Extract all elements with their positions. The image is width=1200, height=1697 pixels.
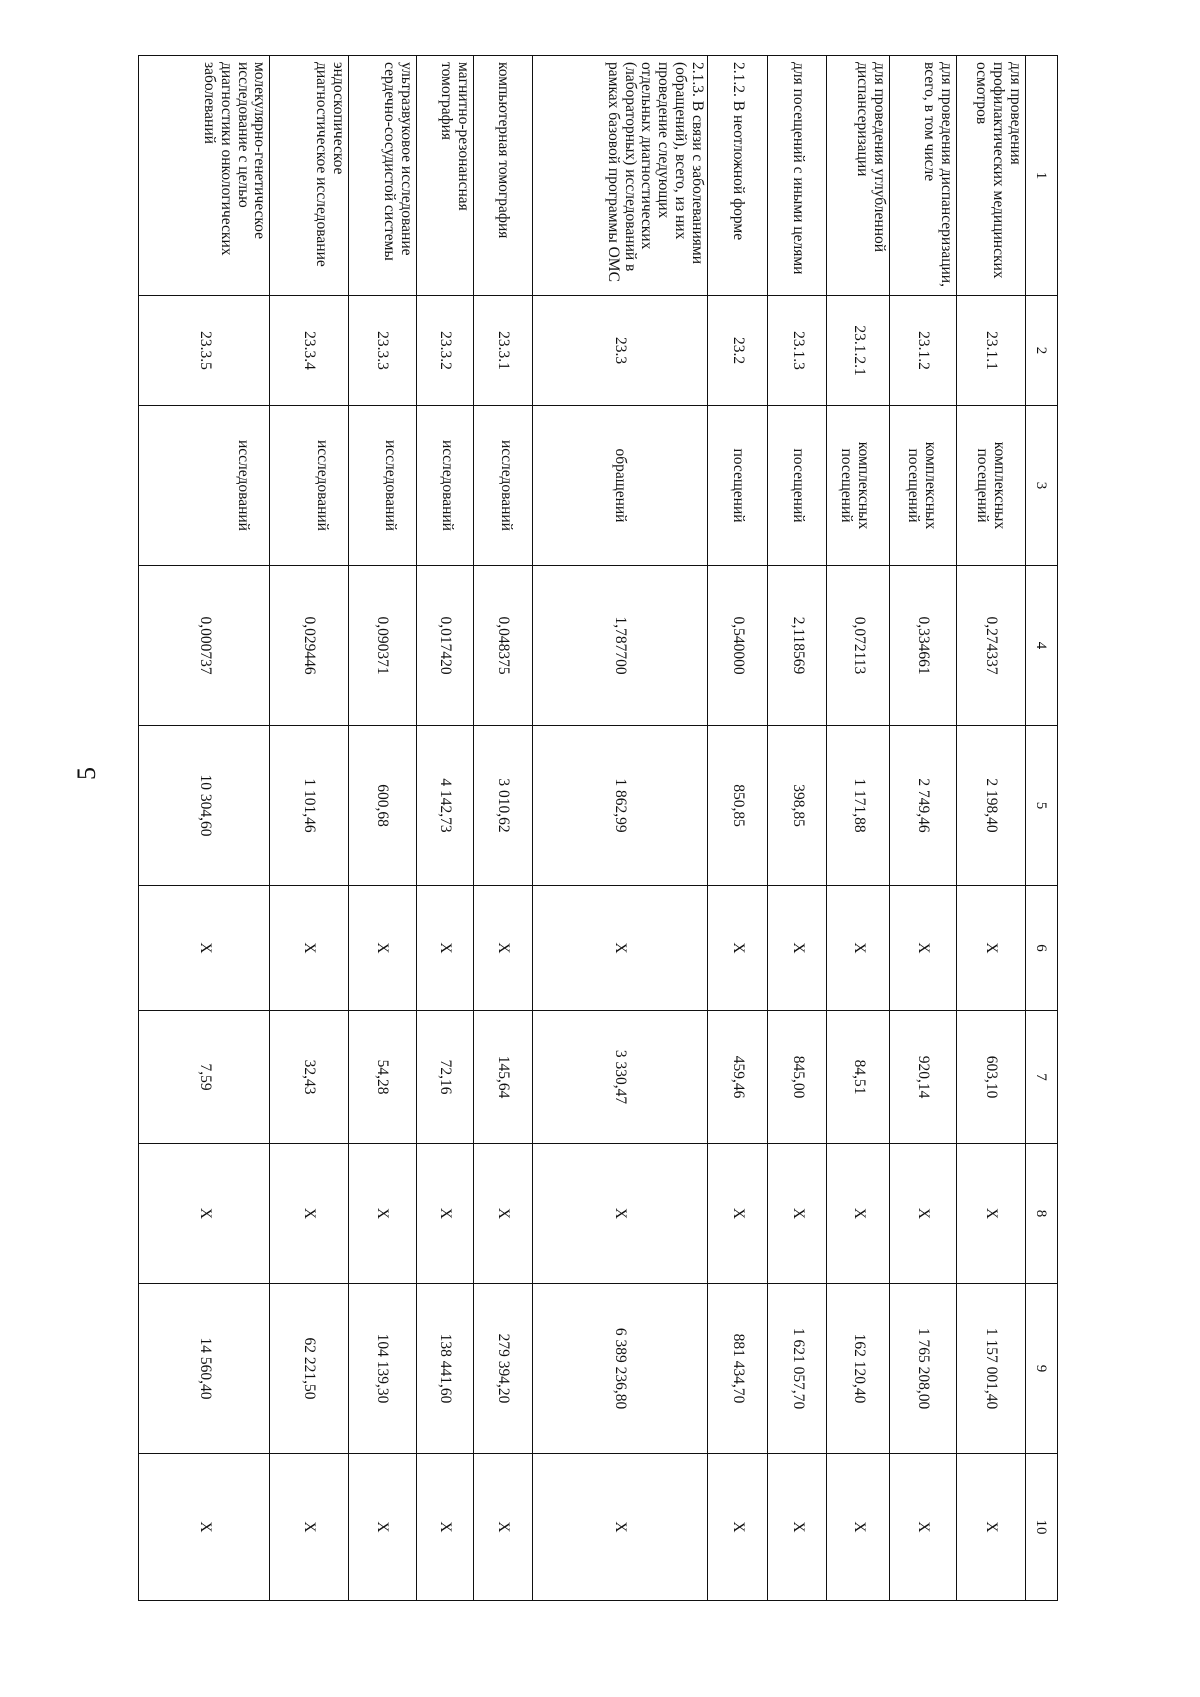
row-name-cell: для проведения профилактических медицинских осмотров: [956, 56, 1025, 296]
value-cell: Х: [768, 1144, 827, 1284]
value-cell: Х: [768, 886, 827, 1011]
row-unit-cell: обращений: [533, 406, 707, 566]
row-code-cell: 23.1.3: [768, 296, 827, 406]
row-code-cell: 23.3.2: [416, 296, 473, 406]
value-cell: 0,072113: [827, 566, 890, 726]
column-header: 9: [1025, 1284, 1057, 1454]
value-cell: 845,00: [768, 1011, 827, 1144]
value-cell: 1,787700: [533, 566, 707, 726]
value-cell: 2 198,40: [956, 726, 1025, 886]
value-cell: Х: [707, 1454, 768, 1601]
row-unit-cell: исследований: [139, 406, 271, 566]
value-cell: 920,14: [890, 1011, 957, 1144]
row-code-cell: 23.3: [533, 296, 707, 406]
value-cell: 3 010,62: [473, 726, 532, 886]
value-cell: 1 862,99: [533, 726, 707, 886]
value-cell: 104 139,30: [348, 1284, 416, 1454]
row-unit-cell: посещений: [707, 406, 768, 566]
table-row: [827, 56, 890, 1601]
table-header-row: [1025, 56, 1057, 1601]
value-cell: Х: [473, 1454, 532, 1601]
column-header: 6: [1025, 886, 1057, 1011]
column-header: 5: [1025, 726, 1057, 886]
value-cell: 1 171,88: [827, 726, 890, 886]
value-cell: 0,540000: [707, 566, 768, 726]
value-cell: 14 560,40: [139, 1284, 271, 1454]
row-unit-cell: исследований: [473, 406, 532, 566]
value-cell: 84,51: [827, 1011, 890, 1144]
table-body: [139, 56, 1058, 1601]
value-cell: 0,000737: [139, 566, 271, 726]
value-cell: 62 221,50: [270, 1284, 348, 1454]
table-row: [956, 56, 1025, 1601]
value-cell: 162 120,40: [827, 1284, 890, 1454]
row-code-cell: 23.3.3: [348, 296, 416, 406]
table-row: [348, 56, 416, 1601]
column-header: 7: [1025, 1011, 1057, 1144]
value-cell: 138 441,60: [416, 1284, 473, 1454]
page-number: 5: [72, 767, 101, 780]
value-cell: Х: [416, 1144, 473, 1284]
rotated-table-wrapper: [138, 55, 1058, 1600]
row-name-cell: для проведения диспансеризации, всего, в том числе: [890, 56, 957, 296]
column-header: 4: [1025, 566, 1057, 726]
value-cell: Х: [827, 1454, 890, 1601]
value-cell: Х: [270, 1144, 348, 1284]
value-cell: Х: [707, 1144, 768, 1284]
value-cell: 145,64: [473, 1011, 532, 1144]
value-cell: Х: [348, 886, 416, 1011]
table-row: [270, 56, 348, 1601]
table-row: [139, 56, 271, 1601]
row-name-cell: для проведения углубленной диспансеризации: [827, 56, 890, 296]
value-cell: Х: [139, 886, 271, 1011]
value-cell: 1 621 057,70: [768, 1284, 827, 1454]
value-cell: 600,68: [348, 726, 416, 886]
row-name-cell: ультразвуковое исследование сердечно-сосудистой системы: [348, 56, 416, 296]
table-row: [473, 56, 532, 1601]
value-cell: 0,090371: [348, 566, 416, 726]
value-cell: Х: [890, 1144, 957, 1284]
column-header: 1: [1025, 56, 1057, 296]
row-code-cell: 23.3.1: [473, 296, 532, 406]
row-name-cell: 2.1.2. В неотложной форме: [707, 56, 768, 296]
value-cell: Х: [139, 1144, 271, 1284]
row-code-cell: 23.3.5: [139, 296, 271, 406]
value-cell: Х: [707, 886, 768, 1011]
value-cell: 459,46: [707, 1011, 768, 1144]
column-header: 8: [1025, 1144, 1057, 1284]
value-cell: 7,59: [139, 1011, 271, 1144]
value-cell: 1 101,46: [270, 726, 348, 886]
value-cell: 6 389 236,80: [533, 1284, 707, 1454]
value-cell: 0,048375: [473, 566, 532, 726]
table-row: [707, 56, 768, 1601]
value-cell: Х: [270, 1454, 348, 1601]
column-header: 2: [1025, 296, 1057, 406]
value-cell: Х: [139, 1454, 271, 1601]
value-cell: 0,274337: [956, 566, 1025, 726]
table-row: [768, 56, 827, 1601]
value-cell: Х: [533, 1454, 707, 1601]
value-cell: 10 304,60: [139, 726, 271, 886]
value-cell: 881 434,70: [707, 1284, 768, 1454]
column-header: 10: [1025, 1454, 1057, 1601]
value-cell: 72,16: [416, 1011, 473, 1144]
value-cell: Х: [533, 1144, 707, 1284]
value-cell: Х: [533, 886, 707, 1011]
value-cell: 603,10: [956, 1011, 1025, 1144]
value-cell: 0,029446: [270, 566, 348, 726]
value-cell: Х: [270, 886, 348, 1011]
row-code-cell: 23.2: [707, 296, 768, 406]
value-cell: 0,017420: [416, 566, 473, 726]
table-row: [416, 56, 473, 1601]
row-code-cell: 23.1.1: [956, 296, 1025, 406]
row-name-cell: магнитно-резонансная томография: [416, 56, 473, 296]
row-name-cell: для посещений с иными целями: [768, 56, 827, 296]
row-unit-cell: исследований: [416, 406, 473, 566]
value-cell: Х: [956, 1454, 1025, 1601]
value-cell: Х: [416, 1454, 473, 1601]
row-name-cell: компьютерная томография: [473, 56, 532, 296]
row-name-cell: молекулярно-генетическое исследование с целью диагностики онкологических заболеваний: [139, 56, 271, 296]
row-unit-cell: комплексных посещений: [890, 406, 957, 566]
row-code-cell: 23.3.4: [270, 296, 348, 406]
row-unit-cell: комплексных посещений: [827, 406, 890, 566]
row-name-cell: 2.1.3. В связи с заболеваниями (обращений), всего, из них проведение следующих отдельных диагностических (лабораторных) исследований в рамках базовой программы ОМС: [533, 56, 707, 296]
row-code-cell: 23.1.2: [890, 296, 957, 406]
value-cell: 32,43: [270, 1011, 348, 1144]
value-cell: 0,334661: [890, 566, 957, 726]
value-cell: 1 765 208,00: [890, 1284, 957, 1454]
row-unit-cell: комплексных посещений: [956, 406, 1025, 566]
table-row: [890, 56, 957, 1601]
row-code-cell: 23.1.2.1: [827, 296, 890, 406]
row-unit-cell: исследований: [348, 406, 416, 566]
table-row: [533, 56, 707, 1601]
value-cell: Х: [416, 886, 473, 1011]
column-header: 3: [1025, 406, 1057, 566]
value-cell: 279 394,20: [473, 1284, 532, 1454]
value-cell: Х: [827, 886, 890, 1011]
value-cell: 1 157 001,40: [956, 1284, 1025, 1454]
value-cell: Х: [348, 1144, 416, 1284]
value-cell: Х: [890, 886, 957, 1011]
row-name-cell: эндоскопическое диагностическое исследование: [270, 56, 348, 296]
value-cell: Х: [473, 1144, 532, 1284]
value-cell: Х: [827, 1144, 890, 1284]
value-cell: Х: [348, 1454, 416, 1601]
row-unit-cell: посещений: [768, 406, 827, 566]
value-cell: 2 749,46: [890, 726, 957, 886]
value-cell: Х: [890, 1454, 957, 1601]
value-cell: Х: [473, 886, 532, 1011]
value-cell: Х: [768, 1454, 827, 1601]
value-cell: 398,85: [768, 726, 827, 886]
data-table: [138, 55, 1058, 1601]
value-cell: 2,118569: [768, 566, 827, 726]
value-cell: 54,28: [348, 1011, 416, 1144]
value-cell: 4 142,73: [416, 726, 473, 886]
value-cell: Х: [956, 1144, 1025, 1284]
value-cell: 3 330,47: [533, 1011, 707, 1144]
value-cell: 850,85: [707, 726, 768, 886]
row-unit-cell: исследований: [270, 406, 348, 566]
value-cell: Х: [956, 886, 1025, 1011]
